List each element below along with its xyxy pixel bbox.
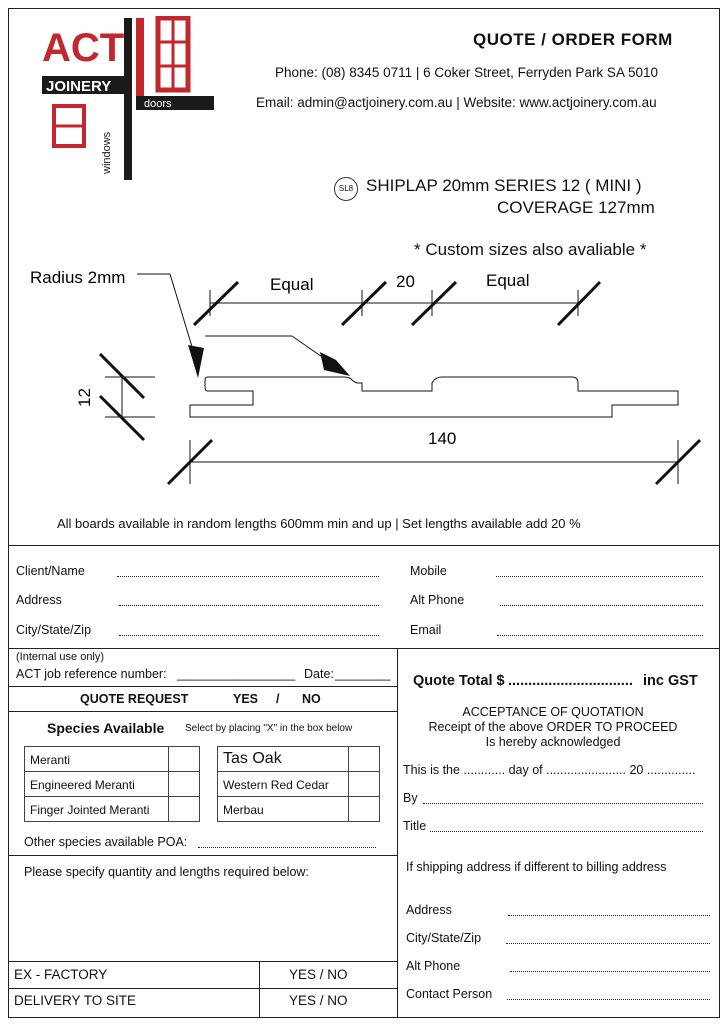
job-ref-label: ACT job reference number:: [16, 667, 167, 681]
city-label: City/State/Zip: [16, 623, 92, 637]
acceptance-line1: Receipt of the above ORDER TO PROCEED: [428, 720, 678, 734]
checkbox-engineered-meranti[interactable]: [169, 772, 199, 795]
ship-address-label: Address: [406, 903, 452, 917]
internal-use-label: (Internal use only): [16, 651, 105, 663]
ex-factory-options[interactable]: YES / NO: [289, 967, 348, 982]
section-divider: [8, 545, 720, 546]
email-label: Email: [410, 623, 442, 637]
species-merbau: Merbau: [223, 803, 264, 817]
title-label: Title: [403, 819, 427, 833]
checkbox-meranti[interactable]: [169, 747, 199, 770]
other-species-field[interactable]: [198, 847, 376, 848]
checkbox-finger-jointed-meranti[interactable]: [169, 797, 199, 821]
date-field[interactable]: ________: [335, 667, 391, 681]
contact-person-field[interactable]: [507, 999, 710, 1000]
quantity-area[interactable]: [16, 884, 386, 956]
species-instruction: Select by placing "X" in the box below: [185, 723, 353, 734]
species-meranti: Meranti: [30, 753, 71, 767]
by-field[interactable]: [423, 803, 703, 804]
address-label: Address: [16, 593, 62, 607]
email-website-line: Email: admin@actjoinery.com.au | Website: www.actjoinery.com.au: [256, 95, 657, 110]
ship-alt-phone-label: Alt Phone: [406, 959, 461, 973]
ship-city-label: City/State/Zip: [406, 931, 482, 945]
alt-phone-field[interactable]: [500, 605, 703, 606]
checkbox-tas-oak[interactable]: [349, 747, 379, 770]
lengths-note: All boards available in random lengths 600mm min and up | Set lengths available add 20 %: [57, 516, 581, 531]
quote-total-field[interactable]: ...............................: [508, 673, 633, 689]
contact-person-label: Contact Person: [406, 987, 493, 1001]
logo-doors-text: doors: [144, 98, 172, 110]
ship-city-field[interactable]: [506, 943, 710, 944]
email-field[interactable]: [497, 635, 703, 636]
species-heading: Species Available: [47, 720, 165, 736]
quote-request-slash: /: [276, 692, 280, 706]
checkbox-merbau[interactable]: [349, 797, 379, 821]
species-finger-jointed-meranti: Finger Jointed Meranti: [30, 803, 150, 817]
logo-act-text: ACT: [42, 26, 125, 70]
section-divider: [8, 855, 397, 856]
species-engineered-meranti: Engineered Meranti: [30, 778, 135, 792]
other-species-label: Other species available POA:: [24, 835, 188, 849]
checkbox-western-red-cedar[interactable]: [349, 772, 379, 795]
by-label: By: [403, 791, 418, 805]
ship-alt-phone-field[interactable]: [510, 971, 710, 972]
client-name-field[interactable]: [117, 576, 379, 577]
quote-total-label: Quote Total $: [413, 673, 505, 689]
logo-joinery-text: JOINERY: [46, 78, 112, 95]
species-western-red-cedar: Western Red Cedar: [223, 778, 329, 792]
job-ref-field[interactable]: _________________: [177, 667, 296, 681]
column-divider: [259, 961, 260, 1018]
ship-address-field[interactable]: [508, 915, 710, 916]
section-divider: [8, 686, 397, 687]
form-title: QUOTE / ORDER FORM: [473, 30, 673, 49]
quote-request-label: QUOTE REQUEST: [80, 692, 189, 706]
radius-label: Radius 2mm: [30, 268, 126, 287]
title-field[interactable]: [430, 831, 703, 832]
custom-sizes-note: * Custom sizes also avaliable *: [414, 240, 647, 259]
mobile-label: Mobile: [410, 564, 447, 578]
inc-gst-label: inc GST: [643, 673, 698, 689]
date-label: Date:: [304, 667, 334, 681]
section-divider: [8, 988, 397, 989]
quote-request-no[interactable]: NO: [302, 692, 321, 706]
column-divider: [397, 648, 398, 1018]
quantity-prompt: Please specify quantity and lengths required below:: [24, 865, 309, 879]
section-divider: [8, 961, 397, 962]
product-coverage: COVERAGE 127mm: [497, 198, 655, 217]
width-label: 140: [428, 429, 457, 448]
gap-20-label: 20: [396, 272, 415, 291]
city-field[interactable]: [119, 635, 379, 636]
product-code-badge: SL8: [334, 177, 358, 201]
delivery-options[interactable]: YES / NO: [289, 993, 348, 1008]
acceptance-heading: ACCEPTANCE OF QUOTATION: [462, 705, 644, 719]
acceptance-line2: Is hereby acknowledged: [485, 735, 621, 749]
this-is-the-line[interactable]: This is the ............ day of ....................... 20 ..............: [403, 763, 696, 777]
equal-left-label: Equal: [270, 275, 314, 294]
address-field[interactable]: [119, 605, 379, 606]
ex-factory-label: EX - FACTORY: [14, 967, 108, 982]
phone-address-line: Phone: (08) 8345 0711 | 6 Coker Street, Ferryden Park SA 5010: [275, 65, 658, 80]
product-name: SHIPLAP 20mm SERIES 12 ( MINI ): [366, 176, 642, 195]
mobile-field[interactable]: [496, 576, 703, 577]
client-name-label: Client/Name: [16, 564, 85, 578]
section-divider: [8, 711, 397, 712]
shipping-note: If shipping address if different to billing address: [406, 860, 667, 874]
species-tas-oak: Tas Oak: [223, 750, 282, 767]
quote-request-yes[interactable]: YES: [233, 692, 259, 706]
alt-phone-label: Alt Phone: [410, 593, 465, 607]
thickness-label: 12: [75, 388, 94, 407]
delivery-label: DELIVERY TO SITE: [14, 993, 137, 1008]
section-divider: [8, 648, 720, 649]
logo-windows-text: windows: [101, 131, 113, 174]
equal-right-label: Equal: [486, 271, 530, 290]
